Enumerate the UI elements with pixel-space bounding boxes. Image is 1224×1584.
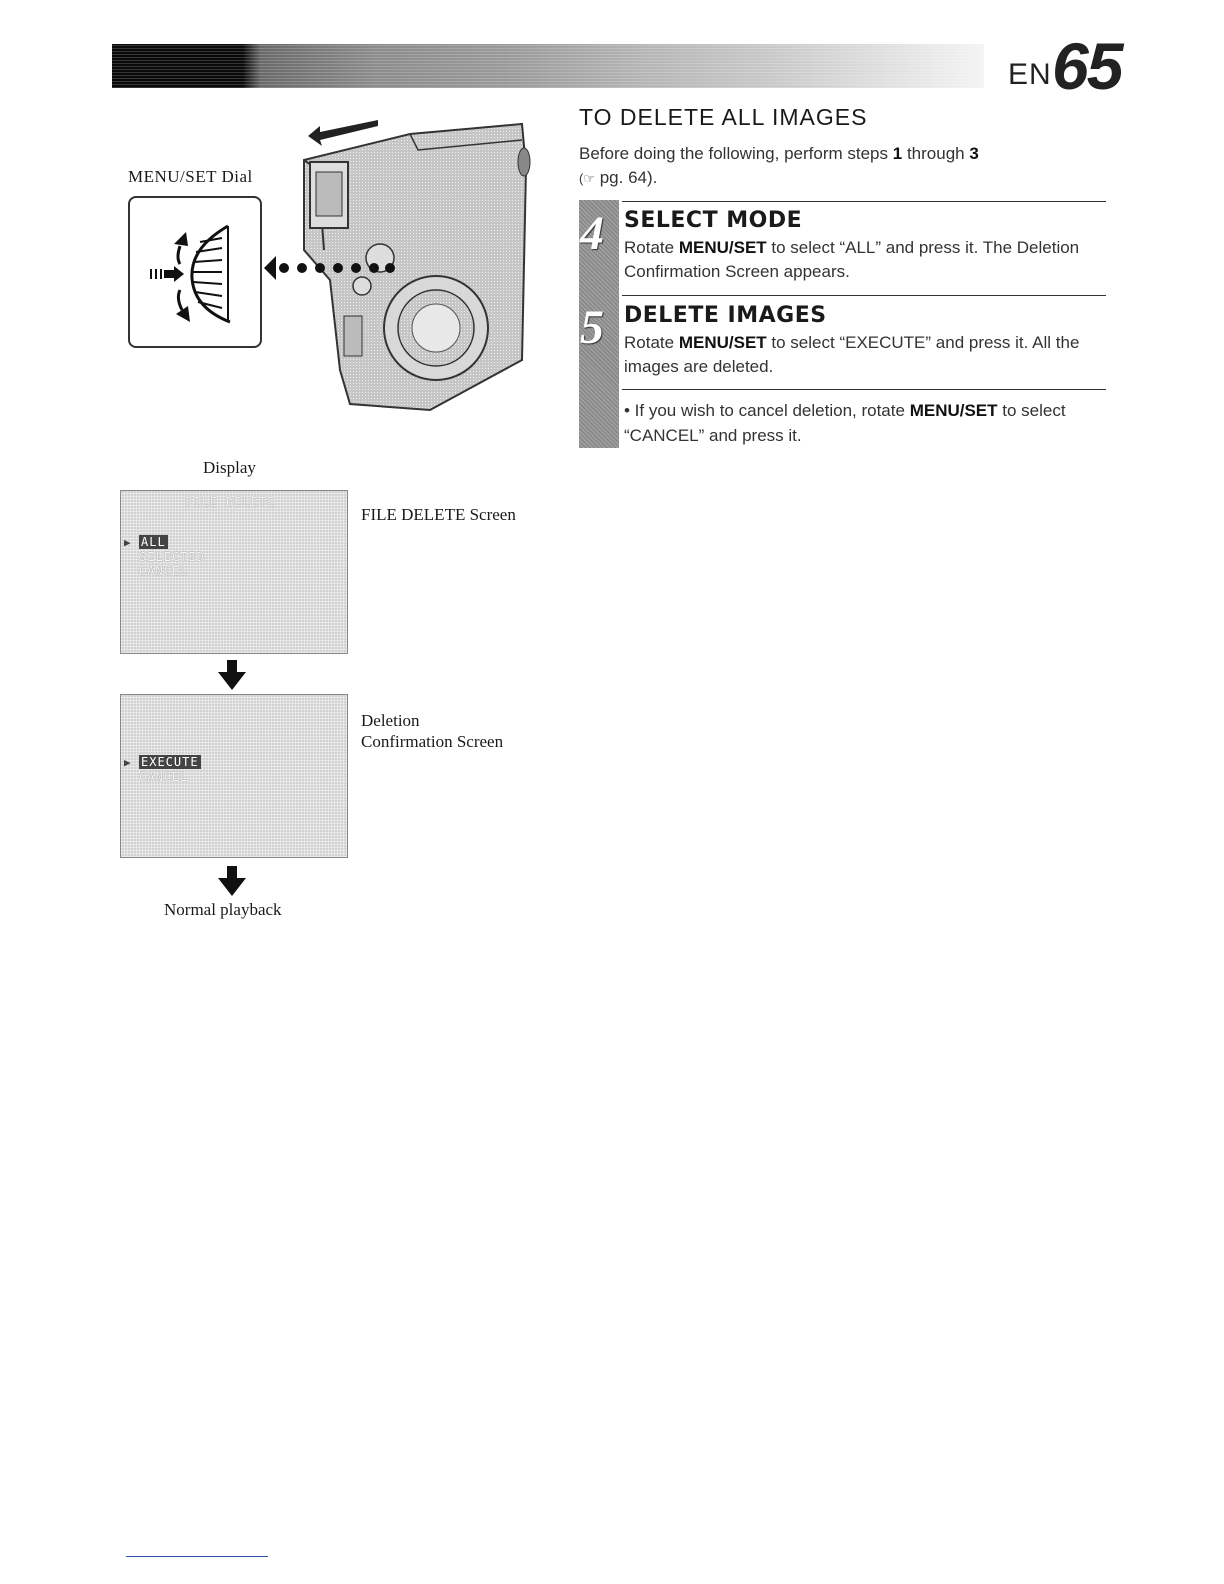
cursor-arrow-icon: ▶ bbox=[124, 536, 131, 549]
lcd-option-selected: SELECTED bbox=[139, 550, 205, 564]
dial-closeup bbox=[128, 196, 262, 348]
step-text-part: to select “ALL” and press it. The Deletion Confirmation Screen appears. bbox=[624, 238, 1080, 281]
lcd-option-cancel: CANCEL bbox=[139, 564, 189, 578]
down-arrow-icon bbox=[218, 660, 246, 690]
note-part: • If you wish to cancel deletion, rotate bbox=[624, 401, 905, 420]
footer-rule bbox=[126, 1556, 268, 1557]
deletion-confirmation-screen bbox=[120, 694, 348, 858]
camcorder-illustration bbox=[260, 110, 532, 420]
cancel-note bbox=[624, 398, 1104, 448]
caption-line: Confirmation Screen bbox=[361, 732, 504, 751]
step-number: 5 bbox=[580, 301, 604, 354]
step-text bbox=[624, 331, 1104, 379]
lcd-option-cancel: CANCEL bbox=[139, 770, 189, 784]
header-bar bbox=[112, 44, 984, 88]
deletion-confirmation-caption bbox=[361, 710, 503, 752]
caption-line: Deletion bbox=[361, 711, 420, 730]
step-title: SELECT MODE bbox=[624, 208, 803, 233]
lcd-option-execute: EXECUTE bbox=[141, 755, 199, 769]
normal-playback-label: Normal playback bbox=[164, 900, 282, 919]
lcd-option-all: ALL bbox=[141, 535, 166, 549]
intro-step-from: 1 bbox=[892, 144, 903, 163]
intro-part: through bbox=[906, 144, 965, 163]
lcd-title: FILE DELETE bbox=[185, 495, 276, 509]
down-arrow-icon bbox=[218, 866, 246, 896]
display-label: Display bbox=[203, 458, 256, 477]
page-language: EN bbox=[1008, 58, 1052, 91]
control-name: MENU/SET bbox=[678, 333, 767, 352]
step-text bbox=[624, 236, 1104, 284]
cursor-arrow-icon: ▶ bbox=[124, 756, 131, 769]
step-text-part: Rotate bbox=[624, 333, 675, 352]
file-delete-screen bbox=[120, 490, 348, 654]
step-number: 4 bbox=[580, 207, 604, 260]
note-part: to select “CANCEL” and press it. bbox=[624, 401, 1066, 445]
intro-part: Before doing the following, perform steps bbox=[579, 144, 889, 163]
divider bbox=[622, 295, 1106, 296]
divider bbox=[622, 389, 1106, 390]
dial-label: MENU/SET Dial bbox=[128, 167, 253, 186]
step-text-part: Rotate bbox=[624, 238, 675, 257]
reference-icon: (☞ bbox=[579, 171, 595, 186]
dial-rotate-icon bbox=[130, 198, 260, 346]
step-title: DELETE IMAGES bbox=[624, 303, 827, 328]
intro-text bbox=[579, 142, 1099, 191]
intro-step-to: 3 bbox=[969, 144, 979, 163]
slide-arrow-icon bbox=[308, 120, 378, 146]
step-text-part: to select “EXECUTE” and press it. All the images are deleted. bbox=[624, 333, 1080, 376]
divider bbox=[622, 201, 1106, 202]
intro-reference: pg. 64). bbox=[599, 168, 658, 187]
control-name: MENU/SET bbox=[909, 401, 998, 420]
section-title: TO DELETE ALL IMAGES bbox=[579, 104, 868, 130]
page-number: 65 bbox=[1052, 29, 1122, 103]
file-delete-caption: FILE DELETE Screen bbox=[361, 505, 516, 524]
control-name: MENU/SET bbox=[678, 238, 767, 257]
